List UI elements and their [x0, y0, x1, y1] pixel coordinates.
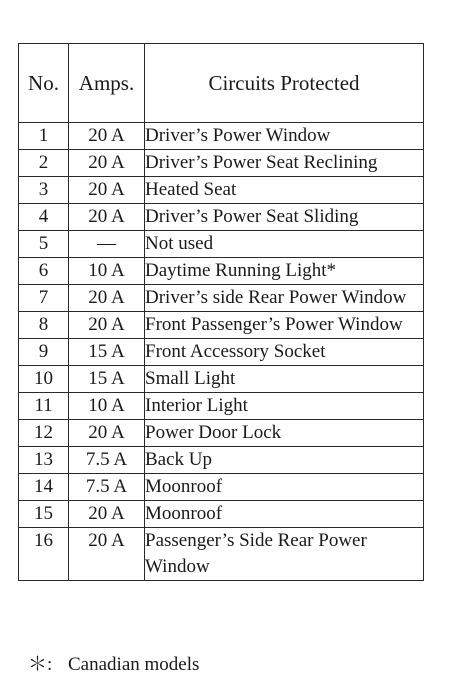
fuse-amps-cell: 7.5 A: [69, 474, 145, 501]
table-row: [19, 231, 424, 258]
fuse-number-cell: 16: [19, 528, 69, 581]
table-row: [19, 474, 424, 501]
circuit-protected-cell: Heated Seat: [145, 177, 424, 204]
header-circuits-protected: Circuits Protected: [145, 44, 424, 123]
table-row: [19, 177, 424, 204]
circuit-protected-cell: Daytime Running Light*: [145, 258, 424, 285]
fuse-number-cell: 5: [19, 231, 69, 258]
fuse-number-cell: 8: [19, 312, 69, 339]
table-row: [19, 339, 424, 366]
fuse-amps-cell: 7.5 A: [69, 447, 145, 474]
fuse-table: [18, 43, 424, 581]
fuse-amps-cell: 20 A: [69, 501, 145, 528]
circuit-protected-cell: Front Accessory Socket: [145, 339, 424, 366]
fuse-number-cell: 3: [19, 177, 69, 204]
fuse-amps-cell: 20 A: [69, 204, 145, 231]
circuit-protected-cell: Power Door Lock: [145, 420, 424, 447]
table-body: [19, 123, 424, 581]
fuse-number-cell: 15: [19, 501, 69, 528]
table-header-row: [19, 44, 424, 123]
table-row: [19, 204, 424, 231]
circuit-protected-cell: Moonroof: [145, 501, 424, 528]
fuse-number-cell: 4: [19, 204, 69, 231]
table-row: [19, 123, 424, 150]
table-row: [19, 312, 424, 339]
table-row: [19, 150, 424, 177]
fuse-amps-cell: —: [69, 231, 145, 258]
fuse-number-cell: 13: [19, 447, 69, 474]
circuit-protected-cell: Driver’s Power Seat Reclining: [145, 150, 424, 177]
circuit-protected-cell: Driver’s Power Window: [145, 123, 424, 150]
fuse-amps-cell: 20 A: [69, 528, 145, 581]
circuit-protected-cell: Passenger’s Side Rear Power Window: [145, 528, 424, 581]
fuse-number-cell: 7: [19, 285, 69, 312]
circuit-protected-cell: Front Passenger’s Power Window: [145, 312, 424, 339]
fuse-number-cell: 14: [19, 474, 69, 501]
fuse-amps-cell: 10 A: [69, 393, 145, 420]
fuse-amps-cell: 15 A: [69, 339, 145, 366]
circuit-protected-cell: Back Up: [145, 447, 424, 474]
fuse-number-cell: 1: [19, 123, 69, 150]
fuse-amps-cell: 20 A: [69, 177, 145, 204]
fuse-number-cell: 11: [19, 393, 69, 420]
circuit-protected-cell: Driver’s Power Seat Sliding: [145, 204, 424, 231]
fuse-number-cell: 10: [19, 366, 69, 393]
footnote-mark: ＊:: [28, 654, 53, 675]
table-row: [19, 501, 424, 528]
fuse-number-cell: 6: [19, 258, 69, 285]
table-row: [19, 258, 424, 285]
fuse-number-cell: 12: [19, 420, 69, 447]
fuse-amps-cell: 20 A: [69, 123, 145, 150]
table-row: [19, 393, 424, 420]
footnote: [28, 652, 199, 678]
table-row: [19, 528, 424, 581]
footnote-text: Canadian models: [68, 654, 200, 675]
fuse-amps-cell: 10 A: [69, 258, 145, 285]
circuit-protected-cell: Interior Light: [145, 393, 424, 420]
circuit-protected-cell: Moonroof: [145, 474, 424, 501]
header-no: No.: [19, 44, 69, 123]
circuit-protected-cell: Driver’s side Rear Power Window: [145, 285, 424, 312]
fuse-amps-cell: 20 A: [69, 150, 145, 177]
table-row: [19, 420, 424, 447]
fuse-amps-cell: 15 A: [69, 366, 145, 393]
table-row: [19, 447, 424, 474]
fuse-amps-cell: 20 A: [69, 285, 145, 312]
header-amps: Amps.: [69, 44, 145, 123]
fuse-number-cell: 2: [19, 150, 69, 177]
fuse-amps-cell: 20 A: [69, 420, 145, 447]
table-row: [19, 366, 424, 393]
circuit-protected-cell: Small Light: [145, 366, 424, 393]
table-row: [19, 285, 424, 312]
circuit-protected-cell: Not used: [145, 231, 424, 258]
fuse-number-cell: 9: [19, 339, 69, 366]
fuse-amps-cell: 20 A: [69, 312, 145, 339]
